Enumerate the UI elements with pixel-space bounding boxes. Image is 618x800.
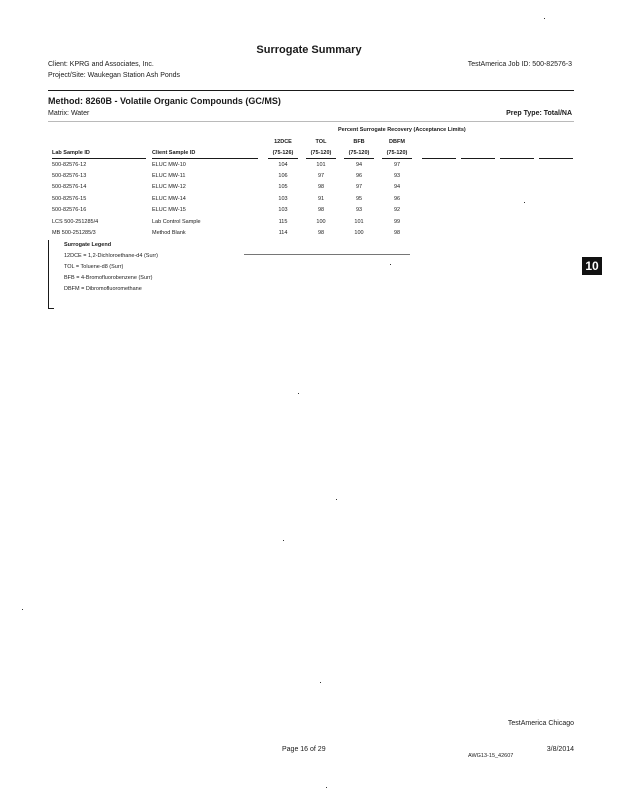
- job-id: TestAmerica Job ID: 500-82576-3: [467, 61, 572, 68]
- col-client-id: Client Sample ID: [152, 150, 196, 156]
- value-12dce: 103: [278, 207, 288, 214]
- footer-doc-id: AWG13-15_42607: [468, 753, 514, 759]
- limits-bfb: (75-120): [348, 150, 370, 156]
- section-tab-badge: 10: [582, 257, 602, 275]
- surrogate-legend: [64, 240, 158, 295]
- value-12dce: 114: [278, 230, 288, 237]
- scan-speck: [298, 393, 299, 394]
- table-row: [52, 159, 416, 170]
- scan-speck: [336, 499, 337, 500]
- value-dbfm: 96: [393, 195, 401, 202]
- recovery-header: Percent Surrogate Recovery (Acceptance Limits): [338, 127, 466, 133]
- legend-bracket: [48, 308, 54, 309]
- lab-sample-id: 500-82576-16: [52, 207, 87, 214]
- scan-speck: [544, 18, 545, 19]
- client-sample-id: ELUC MW-15: [152, 207, 186, 214]
- project-line: Project/Site: Waukegan Station Ash Ponds: [48, 72, 181, 79]
- header-rule-empty: [422, 158, 456, 159]
- header-rule-empty: [461, 158, 495, 159]
- table-row: [52, 193, 416, 204]
- legend-item: BFB = 4-Bromofluorobenzene (Surr): [64, 275, 153, 281]
- method-divider: [48, 121, 574, 122]
- scan-speck: [22, 609, 23, 610]
- table-row: [52, 170, 416, 181]
- col-tol: TOL: [315, 139, 327, 145]
- scan-speck: [320, 682, 321, 683]
- footer-lab: TestAmerica Chicago: [507, 720, 574, 727]
- table-row: [52, 182, 416, 193]
- method-title: Method: 8260B - Volatile Organic Compounds (GC/MS): [48, 96, 281, 106]
- footer-date: 3/8/2014: [546, 746, 574, 753]
- value-dbfm: 99: [393, 218, 401, 225]
- legend-item: 12DCE = 1,2-Dichloroethane-d4 (Surr): [64, 253, 159, 259]
- matrix-label: Matrix: Water: [48, 110, 90, 117]
- prep-type: Prep Type: Total/NA: [506, 110, 572, 117]
- scan-speck: [524, 202, 525, 203]
- value-bfb: 94: [355, 161, 363, 168]
- limits-tol: (75-120): [310, 150, 332, 156]
- value-tol: 91: [317, 195, 325, 202]
- table-row: [52, 205, 416, 216]
- col-lab-id: Lab Sample ID: [52, 150, 90, 156]
- table-row: [52, 227, 416, 238]
- value-tol: 98: [317, 207, 325, 214]
- col-bfb: BFB: [353, 139, 365, 145]
- client-sample-id: ELUC MW-10: [152, 161, 186, 168]
- value-dbfm: 93: [393, 173, 401, 180]
- value-12dce: 106: [278, 173, 288, 180]
- col-dbfm: DBFM: [389, 139, 405, 145]
- table-end-rule: [244, 254, 410, 255]
- client-line: Client: KPRG and Associates, Inc.: [48, 61, 154, 68]
- scan-speck: [390, 264, 391, 265]
- limits-12dce: (75-126): [272, 150, 294, 156]
- lab-sample-id: 500-82576-13: [52, 173, 87, 180]
- lab-sample-id: MB 500-251285/3: [52, 230, 96, 237]
- value-12dce: 103: [278, 195, 288, 202]
- legend-item: DBFM = Dibromofluoromethane: [64, 286, 142, 292]
- lab-sample-id: LCS 500-251285/4: [52, 218, 99, 225]
- value-dbfm: 98: [393, 230, 401, 237]
- value-12dce: 104: [278, 161, 288, 168]
- client-sample-id: ELUC MW-14: [152, 195, 186, 202]
- value-tol: 97: [317, 173, 325, 180]
- legend-item: TOL = Toluene-d8 (Surr): [64, 264, 124, 270]
- value-12dce: 115: [278, 218, 288, 225]
- value-dbfm: 97: [393, 161, 401, 168]
- lab-sample-id: 500-82576-15: [52, 195, 87, 202]
- scan-speck: [283, 540, 284, 541]
- col-12dce: 12DCE: [274, 139, 292, 145]
- legend-bracket: [48, 240, 49, 308]
- page-title: Surrogate Summary: [256, 44, 362, 56]
- value-bfb: 95: [355, 195, 363, 202]
- legend-heading: Surrogate Legend: [64, 242, 112, 248]
- client-sample-id: ELUC MW-11: [152, 173, 186, 180]
- value-tol: 101: [316, 161, 326, 168]
- client-sample-id: ELUC MW-12: [152, 184, 186, 191]
- footer-page: Page 16 of 29: [282, 746, 326, 753]
- value-tol: 98: [317, 230, 325, 237]
- value-tol: 100: [316, 218, 326, 225]
- value-bfb: 101: [354, 218, 364, 225]
- table-row: [52, 216, 416, 227]
- client-sample-id: Lab Control Sample: [152, 218, 201, 225]
- value-dbfm: 92: [393, 207, 401, 214]
- header-rule-empty: [539, 158, 573, 159]
- header-divider: [48, 90, 574, 91]
- surrogate-table: [52, 159, 416, 239]
- value-bfb: 96: [355, 173, 363, 180]
- value-bfb: 100: [354, 230, 364, 237]
- limits-dbfm: (75-120): [386, 150, 408, 156]
- value-dbfm: 94: [393, 184, 401, 191]
- value-tol: 98: [317, 184, 325, 191]
- lab-sample-id: 500-82576-14: [52, 184, 87, 191]
- scan-speck: [326, 787, 327, 788]
- header-rule-empty: [500, 158, 534, 159]
- value-bfb: 97: [355, 184, 363, 191]
- value-bfb: 93: [355, 207, 363, 214]
- lab-sample-id: 500-82576-12: [52, 161, 87, 168]
- value-12dce: 105: [278, 184, 288, 191]
- client-sample-id: Method Blank: [152, 230, 186, 237]
